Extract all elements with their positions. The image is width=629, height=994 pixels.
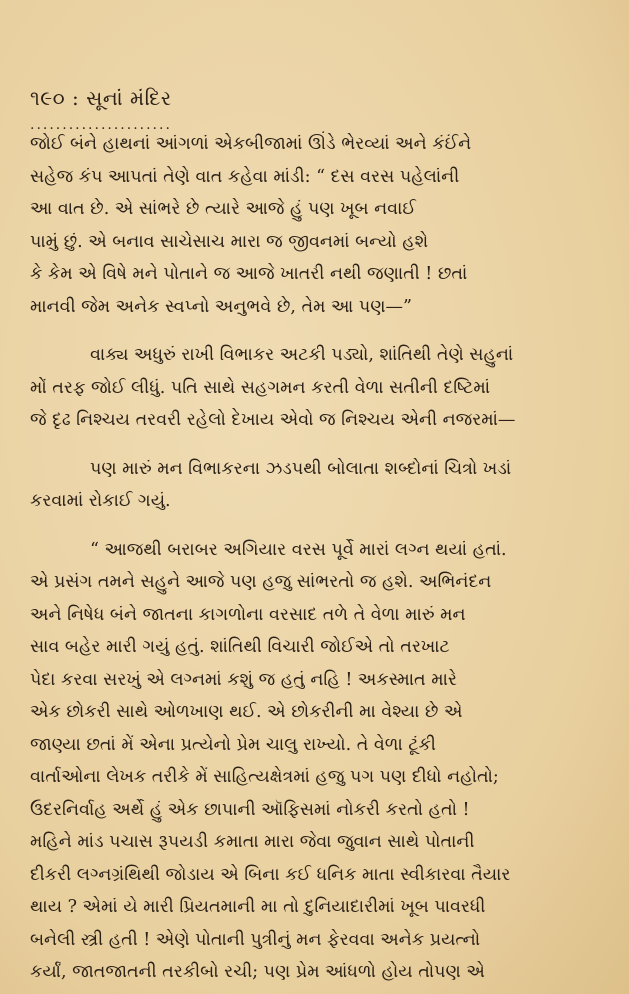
text-line: મહિને માંડ પચાસ રૂપયડી કમાતા મારા જેવા જુવાન સાથે પોતાની bbox=[30, 832, 475, 852]
text-line: કે કેમ એ વિષે મને પોતાને જ આજે ખાતરી નથી જણાતી ! છતાં bbox=[30, 264, 468, 284]
text-line: જે દૃઢ નિશ્ચય તરવરી રહેલો દેખાય એવો જ નિશ્ચય એની નજરમાં— bbox=[30, 410, 516, 430]
text-line: માનવી જેમ અનેક સ્વપ્નો અનુભવે છે, તેમ આ પણ—” bbox=[30, 296, 412, 317]
text-line: પેદા કરવા સરખું એ લગ્નમાં કશું જ હતું નહિ ! અકસ્માત મારે bbox=[30, 669, 457, 690]
text-line: મોં તરફ જોઈ લીધું. પતિ સાથે સહગમન કરતી વેળા સતીની દષ્ટિમાં bbox=[30, 377, 491, 398]
text-line: કર્યાં, જાતજાતની તરકીબો રચી; પણ પ્રેમ આંધળો હોય તોપણ એ bbox=[30, 962, 485, 982]
text-line: આ વાત છે. એ સાંભરે છે ત્યારે આજે હું પણ ખૂબ નવાઈ bbox=[30, 199, 416, 219]
text-line: પણ મારું મન વિભાકરના ઝડપથી બોલાતા શબ્દોનાં ચિત્રો ખડાં bbox=[90, 458, 512, 479]
dotted-rule: ...................... bbox=[30, 117, 172, 133]
text-line: વાર્તાઓના લેખક તરીકે મેં સાહિત્યક્ષેત્રમાં હજુ પગ પણ દીધો નહોતો; bbox=[30, 767, 499, 787]
body-text bbox=[30, 128, 606, 989]
text-line: ઉદરનિર્વાહ અર્થે હું એક છાપાની ઑફિસમાં નોકરી કરતો હતો ! bbox=[30, 799, 470, 820]
text-line: પામું છું. એ બનાવ સાચેસાચ મારા જ જીવનમાં બન્યો હશે bbox=[30, 231, 429, 252]
text-line: સહેજ કંપ આપતાં તેણે વાત કહેવા માંડી: “ દસ વરસ પહેલાંની bbox=[30, 166, 460, 187]
paragraph-2 bbox=[30, 339, 606, 437]
paragraph-3 bbox=[30, 453, 606, 518]
text-line: બનેલી સ્ત્રી હતી ! એણે પોતાની પુત્રીનું મન ફેરવવા અનેક પ્રયત્નો bbox=[30, 929, 481, 950]
text-line: “ આજથી બરાબર અગિયાર વરસ પૂર્વે મારાં લગ્ન થયાં હતાં. bbox=[90, 539, 507, 560]
text-line: કરવામાં રોકાઈ ગયું. bbox=[30, 491, 171, 511]
text-line: જોઈ બંને હાથનાં આંગળાં એકબીજામાં ઊંડે ભેરવ્યાં અને કંઈંને bbox=[30, 134, 472, 154]
text-line: દીકરી લગ્નગ્રંથિથી જોડાય એ બિના કઈ ધનિક માતા સ્વીકારવા તૈયાર bbox=[30, 864, 511, 885]
paragraph-4 bbox=[30, 534, 606, 989]
running-head: ૧૯૦ : સૂનાં મંદિર bbox=[30, 86, 172, 110]
text-line: સાવ બહેર મારી ગયું હતું. શાંતિથી વિચારી જોઈએ તો તરખાટ bbox=[30, 637, 450, 657]
text-line: વાક્ય અધુરું રાખી વિભાકર અટકી પડ્યો, શાંતિથી તેણે સહુનાં bbox=[90, 345, 514, 365]
text-line: એ પ્રસંગ તમને સહુને આજે પણ હજુ સાંભરતો જ હશે. અભિનંદન bbox=[30, 572, 492, 592]
text-line: જાણ્યા છતાં મેં એના પ્રત્યેનો પ્રેમ ચાલુ રાખ્યો. તે વેળા ટૂંકી bbox=[30, 734, 436, 755]
text-line: એક છોકરી સાથે ઓળખાણ થઈ. એ છોકરીની મા વેશ્યા છે એ bbox=[30, 702, 463, 722]
text-line: થાય ? એમાં યે મારી પ્રિયતમાની મા તો દુનિયાદારીમાં ખૂબ પાવરધી bbox=[30, 897, 486, 917]
text-line: અને નિષેધ બંને જાતના કાગળોના વરસાદ તળે તે વેળા મારું મન bbox=[30, 604, 466, 625]
paragraph-1 bbox=[30, 128, 606, 323]
